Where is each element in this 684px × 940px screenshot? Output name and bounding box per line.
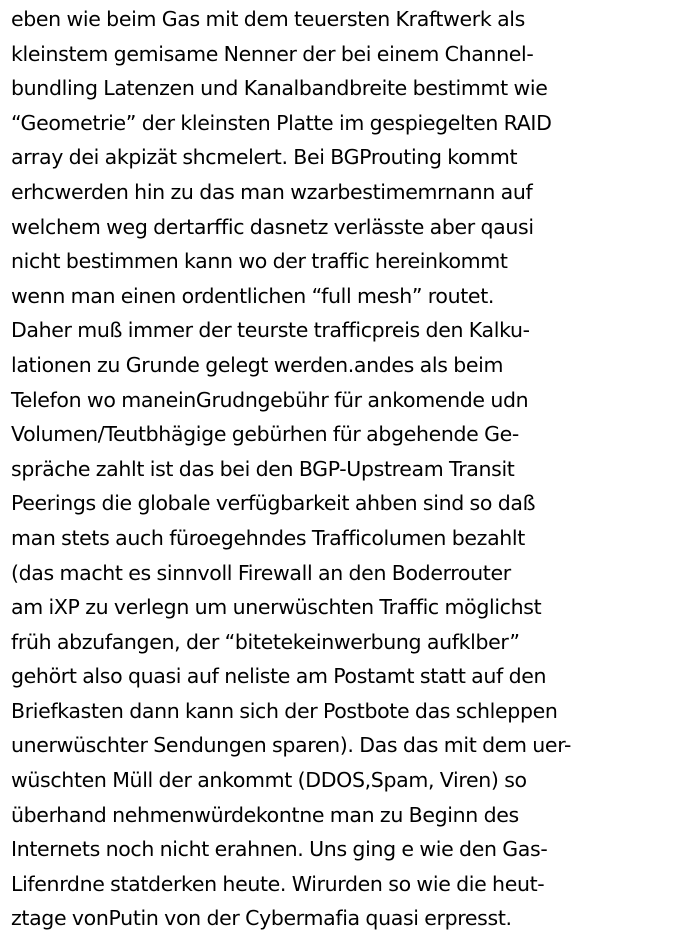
text-line: Lifenrdne statderken heute. Wirurden so wie die heut-	[11, 871, 545, 896]
body-text	[11, 2, 674, 936]
text-line: Peerings die globale verfügbarkeit ahben sind so daß	[11, 491, 536, 516]
text-line: nicht bestimmen kann wo der traffic hereinkommt	[11, 249, 508, 274]
text-line: welchem weg dertarffic dasnetz verlässte aber qausi	[11, 214, 534, 239]
text-line: (das macht es sinnvoll Firewall an den Boderrouter	[11, 560, 511, 585]
text-line: ztage vonPutin von der Cybermafia quasi erpresst.	[11, 906, 512, 931]
text-line: bundling Latenzen und Kanalbandbreite bestimmt wie	[11, 76, 548, 101]
text-line: Telefon wo maneinGrudngebühr für ankomende udn	[11, 387, 529, 412]
text-line: wenn man einen ordentlichen “full mesh” routet.	[11, 283, 495, 308]
text-line: am iXP zu verlegn um unerwüschten Traffic möglichst	[11, 595, 542, 620]
text-line: wüschten Müll der ankommt (DDOS,Spam, Viren) so	[11, 768, 527, 793]
text-line: eben wie beim Gas mit dem teuersten Kraftwerk als	[11, 7, 525, 31]
text-line: Volumen/Teutbhägige gebürhen für abgehende Ge-	[11, 422, 519, 447]
text-line: “Geometrie” der kleinsten Platte im gespiegelten RAID	[11, 110, 552, 135]
text-line: lationen zu Grunde gelegt werden.andes als beim	[11, 352, 504, 377]
text-line: spräche zahlt ist das bei den BGP-Upstream Transit	[11, 456, 515, 481]
text-line: kleinstem gemisame Nenner der bei einem Channel-	[11, 41, 534, 66]
text-line: Internets noch nicht erahnen. Uns ging e wie den Gas-	[11, 837, 548, 862]
text-line: Briefkasten dann kann sich der Postbote das schleppen	[11, 698, 558, 723]
text-line: array dei akpizät shcmelert. Bei BGProuting kommt	[11, 145, 518, 170]
text-line: überhand nehmenwürdekontne man zu Beginn des	[11, 802, 519, 827]
text-line: früh abzufangen, der “bitetekeinwerbung aufklber”	[11, 629, 520, 654]
text-line: gehört also quasi auf neliste am Postamt statt auf den	[11, 664, 547, 689]
text-line: erhcwerden hin zu das man wzarbestimemrnann auf	[11, 179, 533, 204]
text-line: unerwüschter Sendungen sparen). Das das mit dem uer-	[11, 733, 572, 758]
text-line: man stets auch füroegehndes Trafficolumen bezahlt	[11, 525, 525, 550]
text-line: Daher muß immer der teurste trafficpreis den Kalku-	[11, 318, 530, 343]
